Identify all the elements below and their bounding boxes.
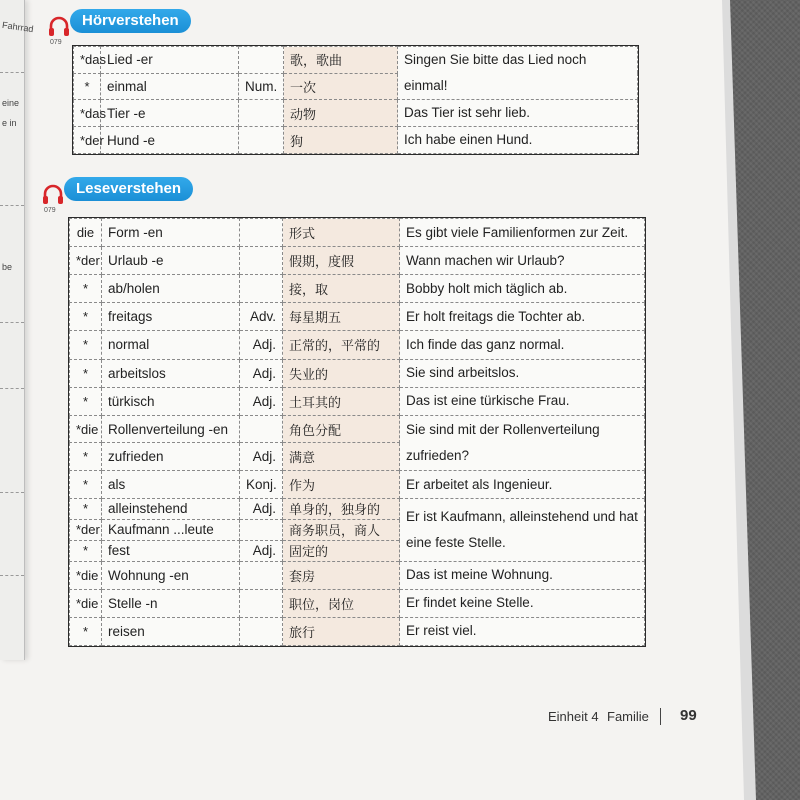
chinese-meaning-cell: 单身的，独身的 [283, 499, 400, 520]
vocab-row [70, 470, 645, 498]
vocab-row [70, 589, 645, 617]
part-of-speech-cell: Konj. [240, 470, 283, 498]
part-of-speech-cell: Num. [239, 73, 284, 100]
chinese-meaning-cell: 商务职员，商人 [283, 519, 400, 540]
footer-unit: Einheit 4 [548, 709, 599, 724]
audio-track-number: 079 [50, 39, 62, 46]
part-of-speech-cell: Adj. [240, 443, 283, 471]
part-of-speech-cell [239, 47, 284, 74]
part-of-speech-cell [240, 415, 283, 443]
chinese-meaning-cell: 作为 [283, 470, 400, 498]
article-cell: *der [70, 247, 102, 275]
article-cell: * [70, 303, 102, 331]
article-cell: *das [74, 47, 101, 74]
word-cell: reisen [102, 617, 240, 645]
word-cell: Wohnung -en [102, 561, 240, 589]
example-sentence-cell: Sie sind mit der Rollenverteilung zufrieden? [400, 415, 645, 470]
vocab-row [70, 303, 645, 331]
article-cell: * [70, 617, 102, 645]
prev-page-rule [0, 72, 24, 73]
word-cell: fest [102, 540, 240, 561]
prev-page-rule [0, 322, 24, 323]
part-of-speech-cell: Adj. [240, 359, 283, 387]
article-cell: die [70, 219, 102, 247]
chinese-meaning-cell: 满意 [283, 443, 400, 471]
prev-page-fragment: e in [2, 118, 17, 128]
prev-page-rule [0, 492, 24, 493]
vocab-row [70, 331, 645, 359]
footer-topic: Familie [607, 709, 649, 724]
page-number: 99 [680, 707, 697, 724]
example-sentence-cell: Bobby holt mich täglich ab. [400, 275, 645, 303]
example-sentence-cell: Er holt freitags die Tochter ab. [400, 303, 645, 331]
part-of-speech-cell: Adv. [240, 303, 283, 331]
chinese-meaning-cell: 套房 [283, 561, 400, 589]
article-cell: * [70, 540, 102, 561]
word-cell: einmal [101, 73, 239, 100]
article-cell: * [70, 443, 102, 471]
headphones-icon [46, 14, 72, 40]
chinese-meaning-cell: 一次 [284, 73, 398, 100]
chinese-meaning-cell: 假期，度假 [283, 247, 400, 275]
word-cell: Rollenverteilung -en [102, 415, 240, 443]
word-cell: Urlaub -e [102, 247, 240, 275]
vocab-row [70, 499, 645, 520]
example-sentence-cell: Er arbeitet als Ingenieur. [400, 470, 645, 498]
article-cell: *die [70, 561, 102, 589]
word-cell: türkisch [102, 387, 240, 415]
example-sentence-cell: Ich habe einen Hund. [398, 127, 638, 154]
vocab-row [70, 617, 645, 645]
vocab-row [70, 387, 645, 415]
headphones-icon [40, 182, 66, 208]
word-cell: Kaufmann ...leute [102, 519, 240, 540]
word-cell: alleinstehend [102, 499, 240, 520]
example-sentence-cell: Singen Sie bitte das Lied noch einmal! [398, 47, 638, 100]
vocab-row [70, 415, 645, 443]
chinese-meaning-cell: 固定的 [283, 540, 400, 561]
vocab-table-leseverstehen [68, 217, 646, 647]
example-sentence-cell: Er reist viel. [400, 617, 645, 645]
article-cell: *der [74, 127, 101, 154]
audio-track-number: 079 [44, 207, 56, 214]
part-of-speech-cell: Adj. [240, 499, 283, 520]
article-cell: * [74, 73, 101, 100]
word-cell: Tier -e [101, 100, 239, 127]
example-sentence-cell: Er findet keine Stelle. [400, 589, 645, 617]
chinese-meaning-cell: 狗 [284, 127, 398, 154]
word-cell: normal [102, 331, 240, 359]
word-cell: Stelle -n [102, 589, 240, 617]
chinese-meaning-cell: 每星期五 [283, 303, 400, 331]
word-cell: ab/holen [102, 275, 240, 303]
article-cell: *das [74, 100, 101, 127]
vocab-row [70, 359, 645, 387]
prev-page-fragment: eine [2, 98, 20, 108]
part-of-speech-cell: Adj. [240, 540, 283, 561]
article-cell: * [70, 331, 102, 359]
part-of-speech-cell [240, 561, 283, 589]
prev-page-fragment: be [2, 262, 13, 272]
part-of-speech-cell [240, 247, 283, 275]
chinese-meaning-cell: 职位，岗位 [283, 589, 400, 617]
vocab-row [70, 247, 645, 275]
chinese-meaning-cell: 角色分配 [283, 415, 400, 443]
chinese-meaning-cell: 正常的，平常的 [283, 331, 400, 359]
article-cell: * [70, 499, 102, 520]
vocab-row [70, 275, 645, 303]
chinese-meaning-cell: 旅行 [283, 617, 400, 645]
example-sentence-cell: Sie sind arbeitslos. [400, 359, 645, 387]
example-sentence-cell: Das ist eine türkische Frau. [400, 387, 645, 415]
vocab-row [74, 47, 638, 74]
part-of-speech-cell [240, 617, 283, 645]
part-of-speech-cell [240, 275, 283, 303]
article-cell: *der [70, 519, 102, 540]
part-of-speech-cell [239, 127, 284, 154]
chinese-meaning-cell: 接，取 [283, 275, 400, 303]
chinese-meaning-cell: 失业的 [283, 359, 400, 387]
vocab-table-hoerverstehen [72, 45, 639, 155]
vocab-row [70, 561, 645, 589]
chinese-meaning-cell: 歌，歌曲 [284, 47, 398, 74]
article-cell: * [70, 359, 102, 387]
chinese-meaning-cell: 形式 [283, 219, 400, 247]
part-of-speech-cell [240, 519, 283, 540]
part-of-speech-cell: Adj. [240, 331, 283, 359]
word-cell: Form -en [102, 219, 240, 247]
word-cell: Hund -e [101, 127, 239, 154]
prev-page-rule [0, 205, 24, 206]
word-cell: Lied -er [101, 47, 239, 74]
example-sentence-cell: Es gibt viele Familienformen zur Zeit. [400, 219, 645, 247]
word-cell: freitags [102, 303, 240, 331]
section-title-hoerverstehen: Hörverstehen [70, 9, 191, 33]
prev-page-fragment: Fahrrad [1, 19, 35, 35]
vocab-row [70, 219, 645, 247]
previous-page-edge [0, 0, 35, 660]
article-cell: * [70, 470, 102, 498]
word-cell: zufrieden [102, 443, 240, 471]
part-of-speech-cell [239, 100, 284, 127]
example-sentence-cell: Das Tier ist sehr lieb. [398, 100, 638, 127]
prev-page-rule [0, 388, 24, 389]
part-of-speech-cell [240, 589, 283, 617]
part-of-speech-cell [240, 219, 283, 247]
section-title-leseverstehen: Leseverstehen [64, 177, 193, 201]
footer-divider [660, 708, 661, 725]
prev-page-rule [0, 575, 24, 576]
article-cell: *die [70, 589, 102, 617]
article-cell: * [70, 275, 102, 303]
example-sentence-cell: Er ist Kaufmann, alleinstehend und hat eine feste Stelle. [400, 499, 645, 561]
chinese-meaning-cell: 动物 [284, 100, 398, 127]
word-cell: als [102, 470, 240, 498]
article-cell: * [70, 387, 102, 415]
vocab-row [74, 127, 638, 154]
article-cell: *die [70, 415, 102, 443]
example-sentence-cell: Ich finde das ganz normal. [400, 331, 645, 359]
word-cell: arbeitslos [102, 359, 240, 387]
example-sentence-cell: Das ist meine Wohnung. [400, 561, 645, 589]
part-of-speech-cell: Adj. [240, 387, 283, 415]
example-sentence-cell: Wann machen wir Urlaub? [400, 247, 645, 275]
chinese-meaning-cell: 土耳其的 [283, 387, 400, 415]
vocab-row [74, 100, 638, 127]
